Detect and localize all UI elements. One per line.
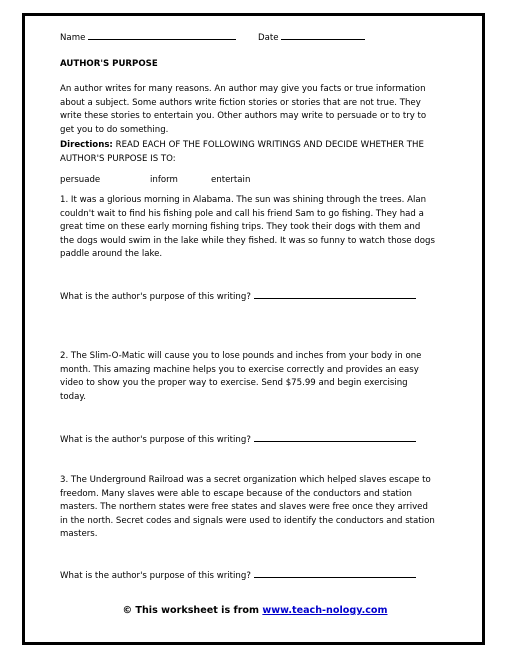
date-label: Date bbox=[258, 33, 279, 43]
page-title: AUTHOR'S PURPOSE bbox=[60, 59, 158, 69]
date-field bbox=[258, 30, 365, 46]
answer-3-blank[interactable] bbox=[254, 568, 416, 578]
date-blank[interactable] bbox=[281, 30, 365, 40]
footer bbox=[0, 605, 510, 616]
question-3-text: What is the author's purpose of this writing? bbox=[60, 571, 251, 581]
name-field bbox=[60, 30, 236, 46]
question-1 bbox=[60, 289, 416, 305]
question-3 bbox=[60, 568, 416, 584]
question-1-text: What is the author's purpose of this writing? bbox=[60, 292, 251, 302]
question-2-text: What is the author's purpose of this writing? bbox=[60, 435, 251, 445]
choice-persuade: persuade bbox=[60, 175, 101, 185]
directions-text: READ EACH OF THE FOLLOWING WRITINGS AND DECIDE WHETHER THE AUTHOR'S PURPOSE IS TO: bbox=[60, 140, 424, 164]
question-2 bbox=[60, 432, 416, 448]
choice-inform: inform bbox=[150, 175, 178, 185]
answer-1-blank[interactable] bbox=[254, 289, 416, 299]
choice-entertain: entertain bbox=[211, 175, 251, 185]
name-blank[interactable] bbox=[88, 30, 236, 40]
passage-3: 3. The Underground Railroad was a secret organization which helped slaves escape to freedom. Many slaves were able to escape because of the conductors and station masters. The northern states were free states and slaves were free once they arrived in the north. Secret codes and signals were used to identify the conductors and station masters. bbox=[60, 475, 435, 539]
directions-label: Directions: bbox=[60, 140, 113, 150]
footer-text: © This worksheet is from bbox=[122, 605, 260, 616]
name-label: Name bbox=[60, 33, 86, 43]
answer-2-blank[interactable] bbox=[254, 432, 416, 442]
footer-link[interactable]: www.teach-nology.com bbox=[262, 605, 388, 616]
directions bbox=[60, 139, 436, 166]
intro-paragraph: An author writes for many reasons. An author may give you facts or true information about a subject. Some authors write fiction stories or stories that are not true. They write these stories to entertain you. Other authors may write to persuade or to try to get you to do something. bbox=[60, 84, 427, 135]
passage-2: 2. The Slim-O-Matic will cause you to lose pounds and inches from your body in one month. This amazing machine helps you to exercise correctly and provides an easy video to show you the proper way to exercise. Send $75.99 and begin exercising today. bbox=[60, 351, 422, 402]
passage-1: 1. It was a glorious morning in Alabama. The sun was shining through the trees. Alan couldn't wait to find his fishing pole and call his friend Sam to go fishing. They had a great time on these early morning fishing trips. They took their dogs with them and the dogs would swim in the lake while they fished. It was so funny to watch those dogs paddle around the lake. bbox=[60, 195, 435, 259]
